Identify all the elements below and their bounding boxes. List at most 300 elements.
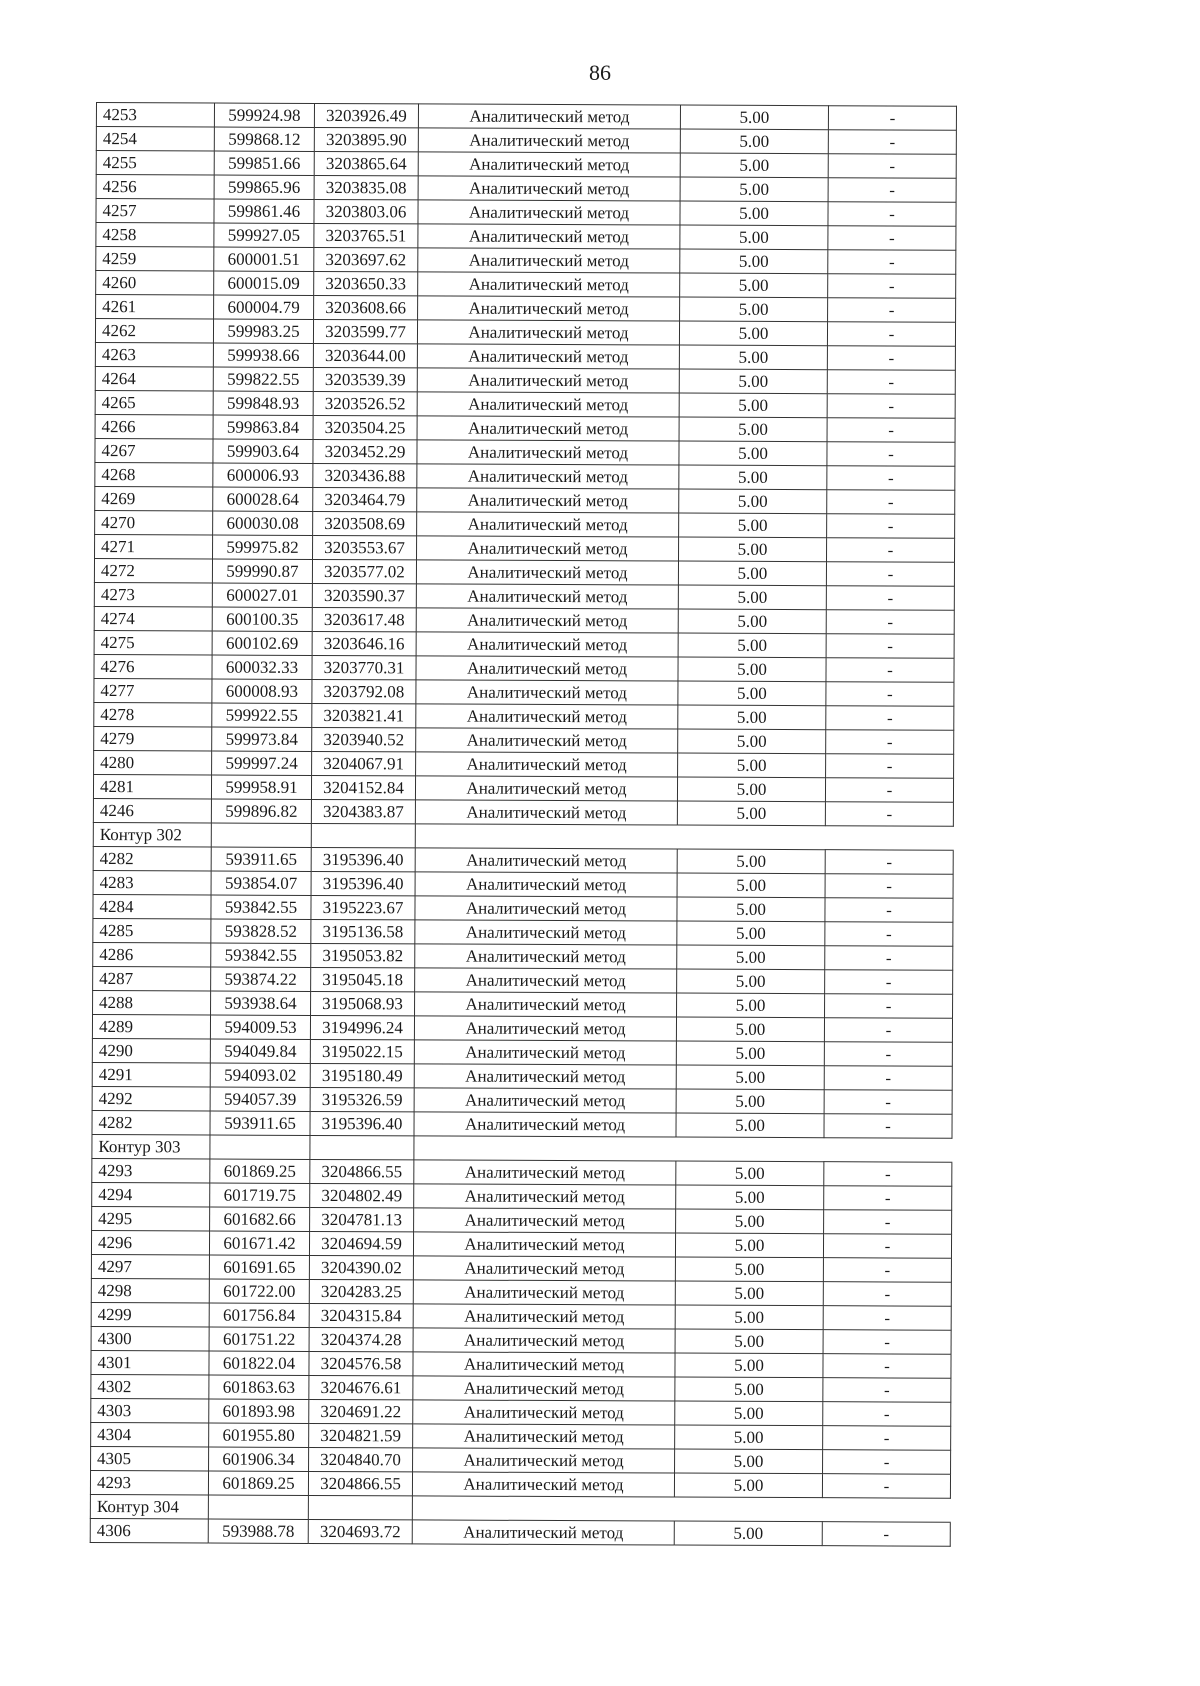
y-coordinate-cell: 3203599.77: [313, 319, 417, 343]
method-cell: Аналитический метод: [413, 1232, 675, 1257]
accuracy-cell: 5.00: [678, 681, 826, 706]
accuracy-cell: 5.00: [677, 897, 825, 922]
x-coordinate-cell: 594049.84: [210, 1039, 310, 1063]
accuracy-cell: 5.00: [675, 1233, 823, 1258]
method-cell: Аналитический метод: [415, 848, 677, 873]
description-cell: -: [825, 946, 953, 971]
method-cell: Аналитический метод: [413, 1280, 675, 1305]
contour-empty-cell: [208, 1495, 308, 1519]
contour-empty-cell: [211, 823, 311, 847]
y-coordinate-cell: 3203553.67: [313, 535, 417, 559]
method-cell: Аналитический метод: [413, 1328, 675, 1353]
x-coordinate-cell: 601955.80: [209, 1423, 309, 1447]
point-number-cell: 4304: [91, 1422, 209, 1447]
point-number-cell: 4274: [94, 606, 212, 631]
accuracy-cell: 5.00: [679, 465, 827, 490]
description-cell: -: [824, 1018, 952, 1043]
point-number-cell: 4305: [91, 1446, 209, 1471]
method-cell: Аналитический метод: [417, 344, 679, 369]
description-cell: -: [826, 634, 954, 659]
x-coordinate-cell: 599958.91: [211, 775, 311, 799]
description-cell: -: [823, 1450, 951, 1475]
x-coordinate-cell: 600030.08: [213, 511, 313, 535]
description-cell: -: [825, 778, 953, 803]
accuracy-cell: 5.00: [677, 921, 825, 946]
description-cell: -: [827, 442, 955, 467]
description-cell: -: [827, 418, 955, 443]
point-number-cell: 4264: [95, 366, 213, 391]
accuracy-cell: 5.00: [675, 1449, 823, 1474]
description-cell: -: [824, 1114, 952, 1139]
table-row: [90, 1518, 950, 1546]
accuracy-cell: 5.00: [675, 1377, 823, 1402]
point-number-cell: 4292: [92, 1086, 210, 1111]
point-number-cell: 4295: [92, 1206, 210, 1231]
contour-spacer-cell: [412, 1496, 950, 1522]
y-coordinate-cell: 3204374.28: [309, 1327, 413, 1351]
accuracy-cell: 5.00: [677, 801, 825, 826]
description-cell: -: [824, 1090, 952, 1115]
y-coordinate-cell: 3204067.91: [312, 751, 416, 775]
point-number-cell: 4302: [91, 1374, 209, 1399]
description-cell: -: [824, 1186, 952, 1211]
method-cell: Аналитический метод: [417, 320, 679, 345]
x-coordinate-cell: 600015.09: [214, 271, 314, 295]
description-cell: -: [828, 250, 956, 275]
accuracy-cell: 5.00: [676, 1089, 824, 1114]
accuracy-cell: 5.00: [676, 1209, 824, 1234]
y-coordinate-cell: 3203803.06: [314, 199, 418, 223]
method-cell: Аналитический метод: [413, 1352, 675, 1377]
method-cell: Аналитический метод: [417, 512, 679, 537]
y-coordinate-cell: 3203617.48: [312, 607, 416, 631]
method-cell: Аналитический метод: [418, 248, 680, 273]
accuracy-cell: 5.00: [676, 1065, 824, 1090]
description-cell: -: [825, 898, 953, 923]
y-coordinate-cell: 3204576.58: [309, 1351, 413, 1375]
point-number-cell: 4275: [94, 630, 212, 655]
method-cell: Аналитический метод: [414, 1064, 676, 1089]
method-cell: Аналитический метод: [418, 200, 680, 225]
accuracy-cell: 5.00: [677, 945, 825, 970]
point-number-cell: 4298: [91, 1278, 209, 1303]
description-cell: -: [828, 274, 956, 299]
description-cell: -: [828, 202, 956, 227]
y-coordinate-cell: 3195180.49: [310, 1063, 414, 1087]
contour-empty-cell: [308, 1495, 412, 1519]
y-coordinate-cell: 3204676.61: [309, 1375, 413, 1399]
y-coordinate-cell: 3203650.33: [314, 271, 418, 295]
y-coordinate-cell: 3203464.79: [313, 487, 417, 511]
description-cell: -: [822, 1522, 950, 1547]
x-coordinate-cell: 600028.64: [213, 487, 313, 511]
y-coordinate-cell: 3195396.40: [310, 1111, 414, 1135]
point-number-cell: 4261: [96, 295, 214, 320]
description-cell: -: [823, 1258, 951, 1283]
description-cell: -: [823, 1234, 951, 1259]
accuracy-cell: 5.00: [678, 633, 826, 658]
point-number-cell: 4254: [96, 127, 214, 152]
accuracy-cell: 5.00: [677, 849, 825, 874]
method-cell: Аналитический метод: [417, 464, 679, 489]
method-cell: Аналитический метод: [418, 272, 680, 297]
contour-empty-cell: [310, 1135, 414, 1159]
point-number-cell: 4296: [91, 1230, 209, 1255]
accuracy-cell: 5.00: [679, 513, 827, 538]
accuracy-cell: 5.00: [679, 345, 827, 370]
description-cell: -: [826, 706, 954, 731]
accuracy-cell: 5.00: [677, 969, 825, 994]
description-cell: -: [825, 922, 953, 947]
description-cell: -: [826, 610, 954, 635]
description-cell: -: [827, 322, 955, 347]
y-coordinate-cell: 3203452.29: [313, 439, 417, 463]
method-cell: Аналитический метод: [414, 1088, 676, 1113]
description-cell: -: [825, 802, 953, 827]
accuracy-cell: 5.00: [678, 705, 826, 730]
point-number-cell: 4278: [94, 702, 212, 727]
point-number-cell: 4256: [96, 175, 214, 200]
x-coordinate-cell: 593842.55: [211, 943, 311, 967]
description-cell: -: [823, 1282, 951, 1307]
x-coordinate-cell: 601719.75: [210, 1183, 310, 1207]
y-coordinate-cell: 3203644.00: [313, 343, 417, 367]
description-cell: -: [826, 562, 954, 587]
accuracy-cell: 5.00: [676, 1113, 824, 1138]
y-coordinate-cell: 3203940.52: [312, 727, 416, 751]
y-coordinate-cell: 3195022.15: [310, 1039, 414, 1063]
description-cell: -: [826, 730, 954, 755]
y-coordinate-cell: 3203792.08: [312, 679, 416, 703]
accuracy-cell: 5.00: [676, 1161, 824, 1186]
x-coordinate-cell: 594009.53: [210, 1015, 310, 1039]
y-coordinate-cell: 3203835.08: [314, 175, 418, 199]
point-number-cell: 4269: [95, 486, 213, 511]
point-number-cell: 4281: [93, 774, 211, 799]
accuracy-cell: 5.00: [675, 1401, 823, 1426]
description-cell: -: [824, 1042, 952, 1067]
point-number-cell: 4293: [92, 1158, 210, 1183]
x-coordinate-cell: 599924.98: [214, 103, 314, 127]
y-coordinate-cell: 3203504.25: [313, 415, 417, 439]
y-coordinate-cell: 3204691.22: [309, 1399, 413, 1423]
point-number-cell: 4260: [96, 271, 214, 296]
accuracy-cell: 5.00: [677, 777, 825, 802]
method-cell: Аналитический метод: [413, 1256, 675, 1281]
method-cell: Аналитический метод: [418, 152, 680, 177]
accuracy-cell: 5.00: [675, 1329, 823, 1354]
point-number-cell: 4259: [96, 247, 214, 272]
point-number-cell: 4289: [92, 1014, 210, 1039]
method-cell: Аналитический метод: [414, 1040, 676, 1065]
description-cell: -: [828, 178, 956, 203]
method-cell: Аналитический метод: [415, 992, 677, 1017]
y-coordinate-cell: 3203526.52: [313, 391, 417, 415]
method-cell: Аналитический метод: [414, 1112, 676, 1137]
x-coordinate-cell: 599822.55: [213, 367, 313, 391]
description-cell: -: [828, 130, 956, 155]
x-coordinate-cell: 593874.22: [211, 967, 311, 991]
contour-label: Контур 302: [93, 822, 211, 847]
method-cell: Аналитический метод: [414, 1184, 676, 1209]
accuracy-cell: 5.00: [676, 1185, 824, 1210]
y-coordinate-cell: 3195396.40: [311, 847, 415, 871]
point-number-cell: 4284: [93, 894, 211, 919]
x-coordinate-cell: 600100.35: [212, 607, 312, 631]
point-number-cell: 4303: [91, 1398, 209, 1423]
method-cell: Аналитический метод: [415, 776, 677, 801]
point-number-cell: 4255: [96, 151, 214, 176]
accuracy-cell: 5.00: [679, 537, 827, 562]
y-coordinate-cell: 3195045.18: [311, 967, 415, 991]
y-coordinate-cell: 3204802.49: [310, 1183, 414, 1207]
description-cell: -: [823, 1402, 951, 1427]
y-coordinate-cell: 3204866.55: [310, 1159, 414, 1183]
accuracy-cell: 5.00: [680, 249, 828, 274]
y-coordinate-cell: 3195053.82: [311, 943, 415, 967]
x-coordinate-cell: 593938.64: [211, 991, 311, 1015]
y-coordinate-cell: 3204383.87: [311, 799, 415, 823]
x-coordinate-cell: 600006.93: [213, 463, 313, 487]
method-cell: Аналитический метод: [414, 1160, 676, 1185]
coordinates-table-body: [90, 103, 956, 1547]
x-coordinate-cell: 601756.84: [209, 1303, 309, 1327]
point-number-cell: 4258: [96, 223, 214, 248]
method-cell: Аналитический метод: [416, 680, 678, 705]
x-coordinate-cell: 599848.93: [213, 391, 313, 415]
accuracy-cell: 5.00: [678, 609, 826, 634]
point-number-cell: 4270: [95, 510, 213, 535]
point-number-cell: 4290: [92, 1038, 210, 1063]
point-number-cell: 4299: [91, 1302, 209, 1327]
description-cell: -: [823, 1426, 951, 1451]
x-coordinate-cell: 601906.34: [209, 1447, 309, 1471]
y-coordinate-cell: 3195326.59: [310, 1087, 414, 1111]
method-cell: Аналитический метод: [418, 296, 680, 321]
description-cell: -: [823, 1330, 951, 1355]
x-coordinate-cell: 600027.01: [212, 583, 312, 607]
description-cell: -: [828, 298, 956, 323]
point-number-cell: 4266: [95, 414, 213, 439]
description-cell: -: [827, 346, 955, 371]
point-number-cell: 4297: [91, 1254, 209, 1279]
x-coordinate-cell: 599997.24: [212, 751, 312, 775]
contour-label: Контур 303: [92, 1134, 210, 1159]
description-cell: -: [826, 586, 954, 611]
point-number-cell: 4271: [95, 534, 213, 559]
x-coordinate-cell: 593988.78: [208, 1519, 308, 1543]
y-coordinate-cell: 3204283.25: [309, 1279, 413, 1303]
method-cell: Аналитический метод: [416, 752, 678, 777]
y-coordinate-cell: 3195068.93: [311, 991, 415, 1015]
method-cell: Аналитический метод: [417, 488, 679, 513]
method-cell: Аналитический метод: [418, 176, 680, 201]
point-number-cell: 4287: [93, 966, 211, 991]
point-number-cell: 4276: [94, 654, 212, 679]
x-coordinate-cell: 599865.96: [214, 175, 314, 199]
x-coordinate-cell: 600008.93: [212, 679, 312, 703]
y-coordinate-cell: 3204866.55: [308, 1471, 412, 1495]
accuracy-cell: 5.00: [674, 1521, 822, 1546]
description-cell: -: [824, 1066, 952, 1091]
description-cell: -: [826, 754, 954, 779]
description-cell: -: [826, 658, 954, 683]
y-coordinate-cell: 3204315.84: [309, 1303, 413, 1327]
accuracy-cell: 5.00: [675, 1305, 823, 1330]
x-coordinate-cell: 601691.65: [209, 1255, 309, 1279]
accuracy-cell: 5.00: [679, 393, 827, 418]
y-coordinate-cell: 3203865.64: [314, 151, 418, 175]
x-coordinate-cell: 599983.25: [213, 319, 313, 343]
description-cell: -: [827, 514, 955, 539]
description-cell: -: [822, 1474, 950, 1499]
method-cell: Аналитический метод: [416, 608, 678, 633]
accuracy-cell: 5.00: [680, 297, 828, 322]
method-cell: Аналитический метод: [416, 632, 678, 657]
y-coordinate-cell: 3203765.51: [314, 223, 418, 247]
y-coordinate-cell: 3195223.67: [311, 895, 415, 919]
x-coordinate-cell: 601822.04: [209, 1351, 309, 1375]
y-coordinate-cell: 3195396.40: [311, 871, 415, 895]
point-number-cell: 4301: [91, 1350, 209, 1375]
method-cell: Аналитический метод: [416, 584, 678, 609]
accuracy-cell: 5.00: [679, 489, 827, 514]
description-cell: -: [827, 370, 955, 395]
x-coordinate-cell: 600001.51: [214, 247, 314, 271]
method-cell: Аналитический метод: [415, 800, 677, 825]
method-cell: Аналитический метод: [412, 1520, 674, 1545]
accuracy-cell: 5.00: [680, 273, 828, 298]
method-cell: Аналитический метод: [413, 1376, 675, 1401]
x-coordinate-cell: 600032.33: [212, 655, 312, 679]
y-coordinate-cell: 3204693.72: [308, 1519, 412, 1543]
method-cell: Аналитический метод: [414, 1208, 676, 1233]
description-cell: -: [823, 1306, 951, 1331]
description-cell: -: [824, 1162, 952, 1187]
x-coordinate-cell: 601722.00: [209, 1279, 309, 1303]
point-number-cell: 4285: [93, 918, 211, 943]
accuracy-cell: 5.00: [679, 321, 827, 346]
accuracy-cell: 5.00: [674, 1473, 822, 1498]
x-coordinate-cell: 593854.07: [211, 871, 311, 895]
y-coordinate-cell: 3203770.31: [312, 655, 416, 679]
x-coordinate-cell: 594057.39: [210, 1087, 310, 1111]
y-coordinate-cell: 3204821.59: [309, 1423, 413, 1447]
point-number-cell: 4265: [95, 390, 213, 415]
x-coordinate-cell: 599922.55: [212, 703, 312, 727]
description-cell: -: [827, 466, 955, 491]
point-number-cell: 4300: [91, 1326, 209, 1351]
method-cell: Аналитический метод: [417, 416, 679, 441]
y-coordinate-cell: 3203590.37: [312, 583, 416, 607]
accuracy-cell: 5.00: [675, 1353, 823, 1378]
x-coordinate-cell: 599863.84: [213, 415, 313, 439]
description-cell: -: [826, 682, 954, 707]
description-cell: -: [825, 850, 953, 875]
x-coordinate-cell: 593842.55: [211, 895, 311, 919]
description-cell: -: [823, 1378, 951, 1403]
description-cell: -: [824, 1210, 952, 1235]
method-cell: Аналитический метод: [416, 656, 678, 681]
y-coordinate-cell: 3204390.02: [309, 1255, 413, 1279]
description-cell: -: [828, 106, 956, 131]
point-number-cell: 4262: [95, 319, 213, 344]
accuracy-cell: 5.00: [678, 585, 826, 610]
x-coordinate-cell: 599868.12: [214, 127, 314, 151]
point-number-cell: 4279: [94, 726, 212, 751]
point-number-cell: 4280: [94, 750, 212, 775]
description-cell: -: [825, 994, 953, 1019]
accuracy-cell: 5.00: [680, 129, 828, 154]
point-number-cell: 4288: [93, 990, 211, 1015]
accuracy-cell: 5.00: [677, 873, 825, 898]
point-number-cell: 4246: [93, 798, 211, 823]
description-cell: -: [827, 538, 955, 563]
y-coordinate-cell: 3204781.13: [310, 1207, 414, 1231]
method-cell: Аналитический метод: [413, 1304, 675, 1329]
point-number-cell: 4268: [95, 462, 213, 487]
y-coordinate-cell: 3203577.02: [312, 559, 416, 583]
x-coordinate-cell: 593911.65: [210, 1111, 310, 1135]
y-coordinate-cell: 3203926.49: [314, 103, 418, 127]
accuracy-cell: 5.00: [680, 225, 828, 250]
point-number-cell: 4263: [95, 342, 213, 367]
point-number-cell: 4282: [92, 1110, 210, 1135]
accuracy-cell: 5.00: [680, 153, 828, 178]
accuracy-cell: 5.00: [680, 177, 828, 202]
y-coordinate-cell: 3203539.39: [313, 367, 417, 391]
y-coordinate-cell: 3204152.84: [311, 775, 415, 799]
accuracy-cell: 5.00: [678, 657, 826, 682]
accuracy-cell: 5.00: [675, 1281, 823, 1306]
accuracy-cell: 5.00: [679, 369, 827, 394]
point-number-cell: 4291: [92, 1062, 210, 1087]
contour-spacer-cell: [414, 1136, 952, 1162]
method-cell: Аналитический метод: [415, 968, 677, 993]
method-cell: Аналитический метод: [416, 560, 678, 585]
x-coordinate-cell: 600102.69: [212, 631, 312, 655]
x-coordinate-cell: 594093.02: [210, 1063, 310, 1087]
method-cell: Аналитический метод: [416, 728, 678, 753]
point-number-cell: 4257: [96, 199, 214, 224]
accuracy-cell: 5.00: [675, 1257, 823, 1282]
accuracy-cell: 5.00: [679, 417, 827, 442]
method-cell: Аналитический метод: [418, 104, 680, 129]
method-cell: Аналитический метод: [418, 128, 680, 153]
x-coordinate-cell: 599861.46: [214, 199, 314, 223]
description-cell: -: [827, 490, 955, 515]
x-coordinate-cell: 599973.84: [212, 727, 312, 751]
point-number-cell: 4272: [94, 558, 212, 583]
x-coordinate-cell: 601751.22: [209, 1327, 309, 1351]
y-coordinate-cell: 3203821.41: [312, 703, 416, 727]
x-coordinate-cell: 601869.25: [208, 1471, 308, 1495]
y-coordinate-cell: 3204694.59: [309, 1231, 413, 1255]
x-coordinate-cell: 601671.42: [209, 1231, 309, 1255]
accuracy-cell: 5.00: [677, 993, 825, 1018]
point-number-cell: 4283: [93, 870, 211, 895]
x-coordinate-cell: 601893.98: [209, 1399, 309, 1423]
x-coordinate-cell: 601869.25: [210, 1159, 310, 1183]
point-number-cell: 4273: [94, 582, 212, 607]
point-number-cell: 4267: [95, 438, 213, 463]
method-cell: Аналитический метод: [417, 368, 679, 393]
method-cell: Аналитический метод: [413, 1400, 675, 1425]
y-coordinate-cell: 3195136.58: [311, 919, 415, 943]
x-coordinate-cell: 601863.63: [209, 1375, 309, 1399]
page-number: 86: [589, 60, 611, 85]
point-number-cell: 4253: [96, 103, 214, 128]
